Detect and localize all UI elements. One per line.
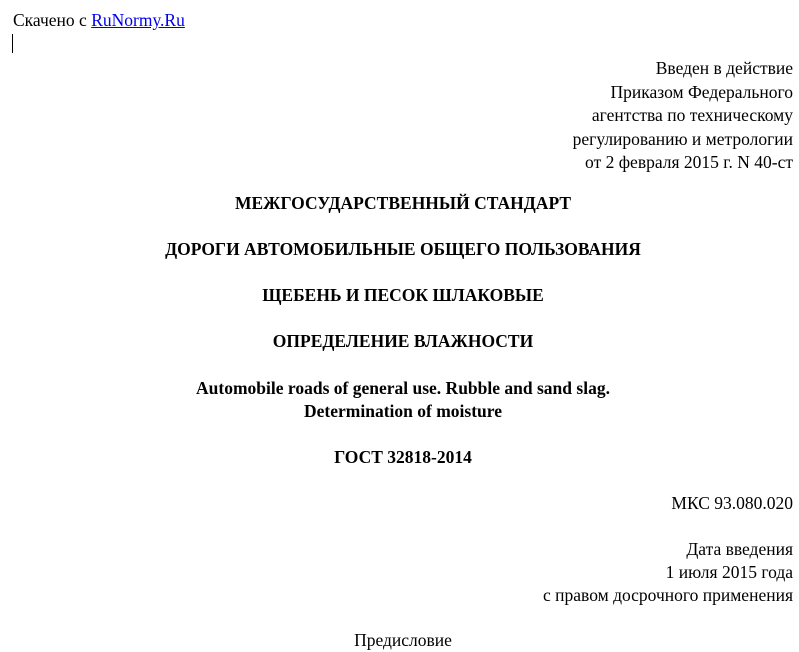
roads-title: ДОРОГИ АВТОМОБИЛЬНЫЕ ОБЩЕГО ПОЛЬЗОВАНИЯ xyxy=(165,239,641,259)
mks-code: МКС 93.080.020 xyxy=(671,493,793,513)
gost-number: ГОСТ 32818-2014 xyxy=(334,447,472,467)
decree-line: Введен в действие xyxy=(655,58,793,78)
source-prefix: Скачено с xyxy=(13,10,87,30)
interstate-standard-title: МЕЖГОСУДАРСТВЕННЫЙ СТАНДАРТ xyxy=(234,193,572,213)
source-line xyxy=(13,9,185,32)
runormy-link[interactable]: RuNormy.Ru xyxy=(91,10,185,30)
decree-line: регулированию и метрологии xyxy=(572,128,793,149)
material-title: ЩЕБЕНЬ И ПЕСОК ШЛАКОВЫЕ xyxy=(262,285,544,305)
intro-date-line: с правом досрочного применения xyxy=(543,585,793,605)
english-title-line: Determination of moisture xyxy=(304,401,502,421)
intro-date-line: Дата введения xyxy=(686,539,793,559)
decree-line: агентства по техническому xyxy=(591,105,793,125)
intro-date-block xyxy=(543,538,793,607)
text-cursor xyxy=(12,34,13,53)
english-title xyxy=(0,377,799,423)
intro-date-line: 1 июля 2015 года xyxy=(665,562,793,582)
foreword-heading: Предисловие xyxy=(354,630,452,650)
decree-block xyxy=(573,57,793,175)
decree-line: Приказом Федерального xyxy=(610,81,793,102)
decree-line: от 2 февраля 2015 г. N 40-ст xyxy=(585,152,793,172)
english-title-line: Automobile roads of general use. Rubble and sand slag. xyxy=(196,378,610,398)
method-title: ОПРЕДЕЛЕНИЕ ВЛАЖНОСТИ xyxy=(272,331,534,351)
